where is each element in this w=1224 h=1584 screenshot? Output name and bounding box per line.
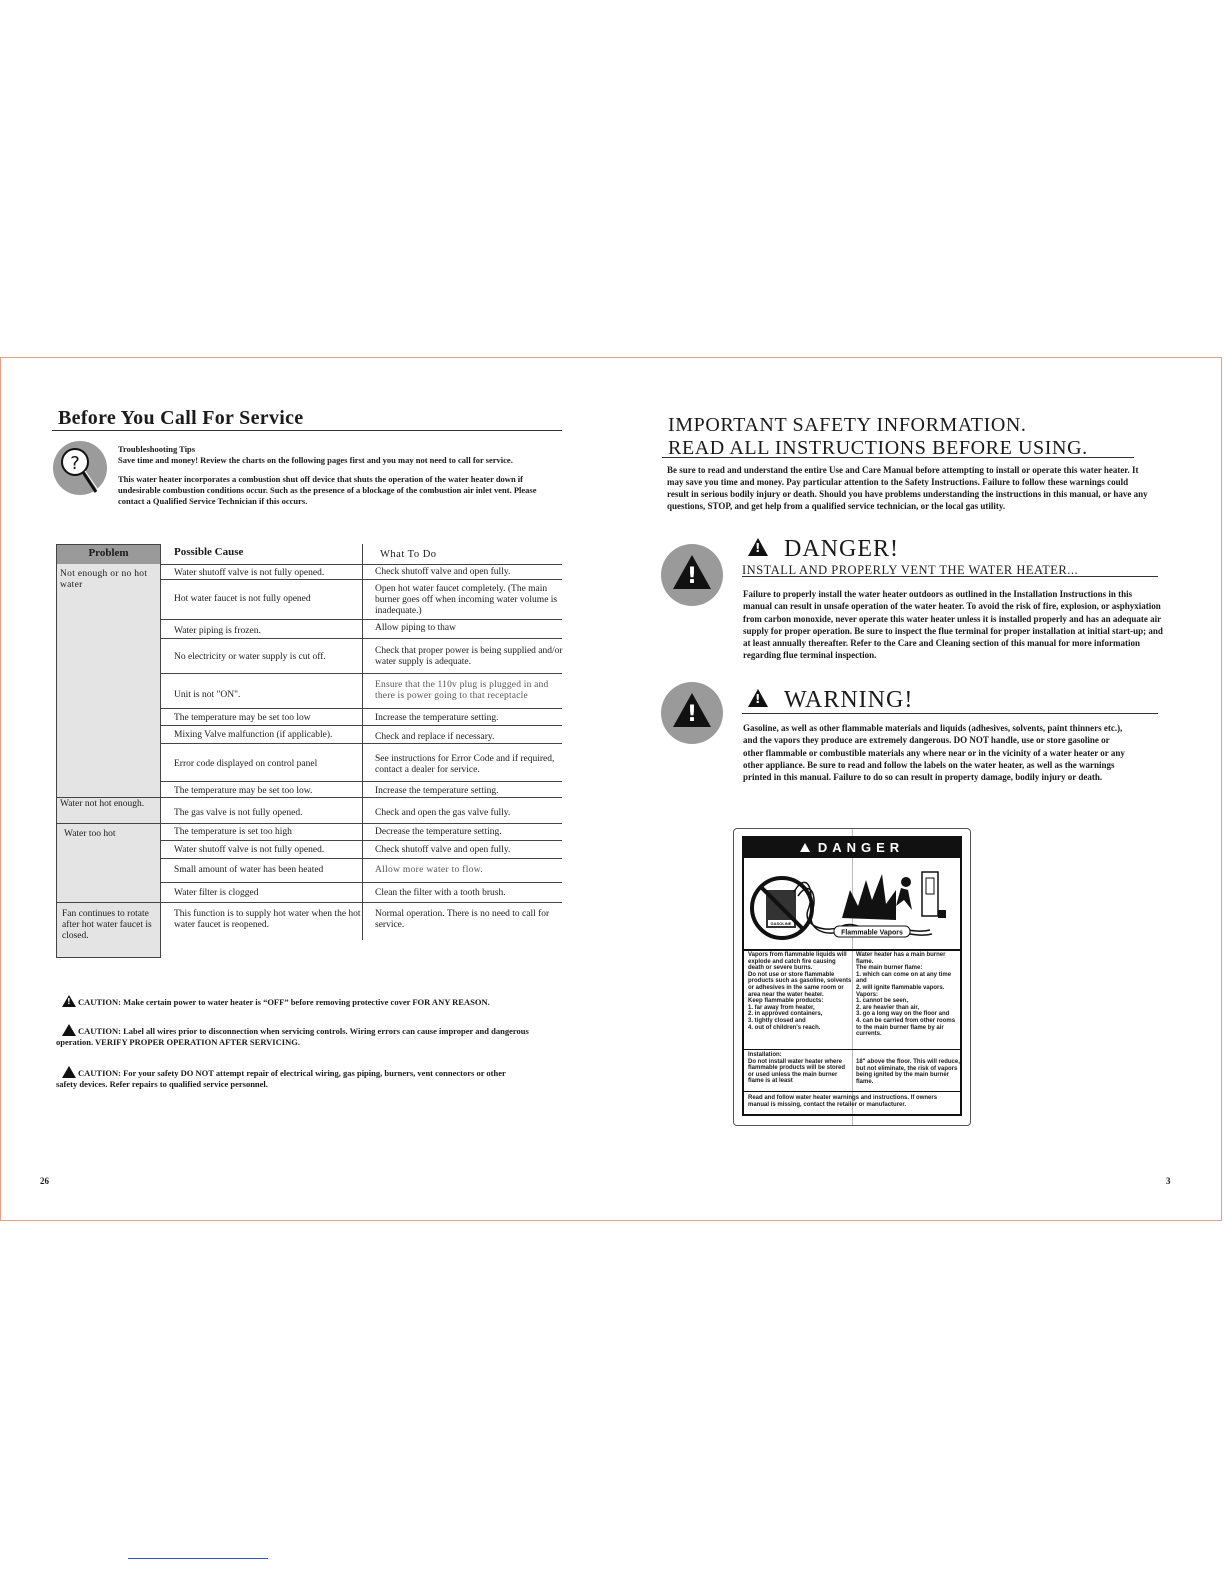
right-page-number: 3	[1166, 1176, 1171, 1186]
cause-row-2: Hot water faucet is not fully opened	[174, 594, 311, 604]
action-row-7: Check and replace if necessary.	[375, 732, 495, 742]
problem-column-bg	[56, 564, 161, 957]
cause-row-7: Mixing Valve malfunction (if applicable).	[174, 730, 333, 740]
danger-rule	[742, 576, 1158, 577]
safety-title-line-2: READ ALL INSTRUCTIONS BEFORE USING.	[668, 437, 1088, 459]
cause-row-14: Water filter is clogged	[174, 888, 259, 898]
caution-icon	[62, 1066, 76, 1078]
cause-row-12: Water shutoff valve is not fully opened.	[174, 845, 325, 855]
grid-line	[160, 544, 161, 957]
action-row-6: Increase the temperature setting.	[375, 713, 499, 723]
caution-icon	[62, 995, 76, 1007]
troubleshooting-table	[56, 544, 562, 957]
caution-power-off: !CAUTION: Make certain power to water heater is “OFF” before removing protective cover FOR ANY REASON.	[62, 995, 562, 1008]
action-row-11: Decrease the temperature setting.	[375, 827, 502, 837]
label-header: DANGER	[744, 838, 960, 858]
alert-triangle-icon	[748, 689, 768, 707]
action-row-15: Normal operation. There is no need to call for service.	[375, 909, 550, 930]
cause-row-15: This function is to supply hot water when the hot water faucet is reopened.	[174, 909, 361, 930]
left-page-title: Before You Call For Service	[58, 407, 304, 429]
label-installation-left: Installation: Do not install water heater where flammable products will be stored or used unless the main burner flame is at least	[748, 1052, 846, 1085]
action-row-5: Ensure that the 110v plug is plugged in and there is power going to that receptacle	[375, 680, 549, 701]
caution-icon	[62, 1024, 76, 1036]
action-row-13: Allow more water to flow.	[375, 865, 483, 875]
danger-warning-icon: !	[661, 544, 723, 606]
title-rule	[662, 457, 1134, 458]
grid-line	[160, 781, 562, 782]
action-row-2: Open hot water faucet completely. (The main burner goes off when incoming water volume is inadequate.)	[375, 584, 558, 616]
svg-text:?: ?	[70, 453, 80, 474]
grid-line	[160, 725, 562, 726]
left-page-number: 26	[40, 1176, 49, 1186]
cause-row-1: Water shutoff valve is not fully opened.	[174, 568, 325, 578]
alert-triangle-icon	[748, 538, 768, 556]
grid-line	[160, 579, 562, 580]
grid-line	[56, 902, 562, 903]
label-alert-icon	[800, 843, 810, 852]
safety-title	[668, 414, 1088, 460]
tips-line: Save time and money! Review the charts on the following pages first and you may not need to call for service.	[118, 455, 513, 465]
grid-line	[56, 544, 161, 545]
action-row-12: Check shutoff valve and open fully.	[375, 845, 511, 855]
cause-row-4: No electricity or water supply is cut off.	[174, 652, 326, 662]
problem-too-hot: Water too hot	[64, 829, 116, 839]
action-row-10: Check and open the gas valve fully.	[375, 808, 511, 818]
grid-line	[160, 619, 562, 620]
cause-row-11: The temperature is set too high	[174, 827, 292, 837]
warning-icon: !	[661, 682, 723, 744]
cause-row-3: Water piping is frozen.	[174, 626, 261, 636]
grid-line	[362, 544, 363, 940]
svg-text:Flammable Vapors: Flammable Vapors	[841, 929, 903, 937]
cause-row-6: The temperature may be set too low	[174, 713, 311, 723]
safety-title-line-1: IMPORTANT SAFETY INFORMATION.	[668, 414, 1027, 436]
danger-subheading: INSTALL AND PROPERLY VENT THE WATER HEATER...	[742, 563, 1079, 577]
tips-title: Troubleshooting Tips	[118, 444, 196, 454]
grid-line	[56, 797, 562, 798]
danger-label-graphic	[733, 828, 971, 1126]
cause-row-9: The temperature may be set too low.	[174, 786, 313, 796]
flammable-vapors-illustration	[746, 860, 960, 950]
grid-line	[160, 708, 562, 709]
svg-text:GASOLINE: GASOLINE	[770, 921, 792, 926]
problem-not-enough-hot-water: Not enough or no hot water	[60, 569, 148, 590]
title-rule	[52, 430, 562, 431]
label-right-column: Water heater has a main burner flame. The main burner flame: 1. which can come on at any time and 2. will ignite flammable vapors. Vapors: 1. cannot be seen, 2. are heavier than air, 3. go a long way on the floor and 4. can be carried from other rooms to the main burner flame by air currents.	[856, 952, 956, 1038]
action-row-1: Check shutoff valve and open fully.	[375, 567, 511, 577]
label-installation-right: 18" above the floor. This will reduce, but not eliminate, the risk of vapors being ignited by the main burner flame.	[856, 1059, 960, 1085]
problem-not-hot-enough: Water not hot enough.	[60, 799, 145, 809]
grid-line	[160, 638, 562, 639]
tips-paragraph: This water heater incorporates a combustion shut off device that shuts the operation of the water heater down if undesirable combustion conditions occur. Such as the presence of a blockage of the combustion air inlet vent. Please contact a Qualified Service Technician if this occurs.	[118, 474, 537, 506]
intro-paragraph: Be sure to read and understand the entire Use and Care Manual before attempting to install or operate this water heater. It may save you time and money. Pay particular attention to the Safety Instructions. Failure to follow these warnings could result in serious bodily injury or death. Should you have problems understanding the instructions in this manual, or have any questions, STOP, and get help from a qualified service technician, or the local gas utility.	[667, 465, 1148, 511]
action-row-9: Increase the temperature setting.	[375, 786, 499, 796]
warning-rule	[742, 713, 1158, 714]
grid-line	[56, 823, 562, 824]
grid-line	[160, 743, 562, 744]
action-row-8: See instructions for Error Code and if required, contact a dealer for service.	[375, 754, 555, 775]
action-row-3: Allow piping to thaw	[375, 623, 457, 633]
action-row-4: Check that proper power is being supplied and/or water supply is adequate.	[375, 646, 563, 667]
cause-row-8: Error code displayed on control panel	[174, 759, 318, 769]
label-left-column: Vapors from flammable liquids will explode and catch fire causing death or severe burns. Do not use or store flammable products such as gasoline, solvents or adhesives in the same room or area near the water heater. Keep flammable products: 1. far away from heater, 2. in approved containers, 3. tightly closed and 4. out of children's reach.	[748, 952, 852, 1031]
grid-line	[160, 858, 562, 859]
grid-line	[160, 564, 562, 565]
header-problem: Problem	[88, 547, 129, 559]
caution-label-wires: !CAUTION: Label all wires prior to disconnection when servicing controls. Wiring errors can cause improper and dangerous operation. VERIFY PROPER OPERATION AFTER SERVICING.	[56, 1024, 562, 1048]
cause-row-5: Unit is not "ON".	[174, 690, 241, 700]
question-magnifier-icon	[52, 440, 108, 496]
warning-paragraph: Gasoline, as well as other flammable materials and liquids (adhesives, solvents, paint thinners etc.), and the vapors they produce are extremely dangerous. DO NOT handle, use or store gasoline or other flammable or combustible materials any where near or in the vicinity of a water heater or any other appliance. Be sure to read and follow the labels on the water heater, as well as the warnings printed in this manual. Failure to do so can result in property damage, bodily injury or death.	[743, 723, 1125, 783]
grid-line	[56, 544, 57, 957]
grid-line	[160, 673, 562, 674]
cause-row-10: The gas valve is not fully opened.	[174, 808, 303, 818]
label-footer: Read and follow water heater warnings and instructions. If owners manual is missing, contact the retailer or manufacturer.	[748, 1095, 938, 1108]
problem-fan-continues: Fan continues to rotate after hot water faucet is closed.	[62, 909, 152, 941]
caution-no-repair: !CAUTION: For your safety DO NOT attempt repair of electrical wiring, gas piping, burners, vent connectors or other safety devices. Refer repairs to qualified service personnel.	[56, 1066, 516, 1090]
grid-line	[56, 957, 161, 958]
grid-line	[160, 882, 562, 883]
action-row-14: Clean the filter with a tooth brush.	[375, 888, 506, 898]
danger-paragraph: Failure to properly install the water heater outdoors as outlined in the Installation Instructions in this manual can result in unsafe operation of the water heater. To avoid the risk of fire, explosion, or asphyxiation from carbon monoxide, never operate this water heater unless it is installed properly and has an adequate air supply for proper operation. Be sure to inspect the flue terminal for proper installation at initial start-up; and at least annually thereafter. Refer to the Care and Cleaning section of this manual for more information regarding flue terminal inspection.	[743, 589, 1163, 661]
danger-heading: !DANGER!	[748, 536, 899, 563]
warning-heading: !WARNING!	[748, 687, 913, 714]
header-possible-cause: Possible Cause	[174, 546, 244, 558]
header-what-to-do: What To Do	[380, 549, 437, 560]
cause-row-13: Small amount of water has been heated	[174, 865, 324, 875]
link-underline[interactable]	[128, 1558, 268, 1559]
grid-line	[160, 840, 562, 841]
